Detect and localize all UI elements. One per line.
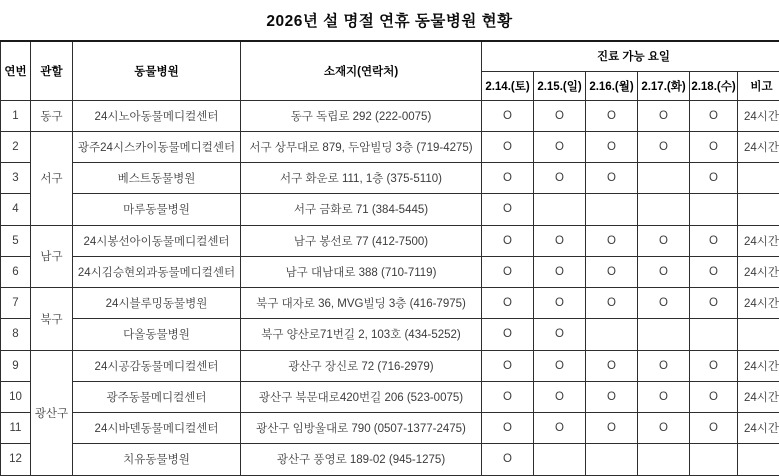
note-cell: 24시간 bbox=[738, 413, 779, 444]
availability-mark-day1: O bbox=[482, 350, 534, 381]
availability-mark-day2: O bbox=[534, 288, 586, 319]
hospital-address: 광산구 임방울대로 790 (0507-1377-2475) bbox=[241, 413, 482, 444]
table-row bbox=[1, 163, 779, 194]
district-cell: 광산구 bbox=[31, 350, 73, 475]
availability-mark-day4 bbox=[638, 163, 690, 194]
hospital-address: 서구 금화로 71 (384-5445) bbox=[241, 194, 482, 225]
availability-mark-day4: O bbox=[638, 288, 690, 319]
availability-mark-day5: O bbox=[690, 288, 738, 319]
availability-mark-day2: O bbox=[534, 131, 586, 162]
availability-mark-day4: O bbox=[638, 350, 690, 381]
table-body bbox=[1, 100, 779, 475]
row-number: 3 bbox=[1, 163, 31, 194]
hospital-name: 광주동물메디컬센터 bbox=[73, 381, 241, 412]
note-cell: 24시간 bbox=[738, 350, 779, 381]
note-cell bbox=[738, 319, 779, 350]
availability-mark-day5 bbox=[690, 319, 738, 350]
hospital-name: 마루동물병원 bbox=[73, 194, 241, 225]
hospital-name: 24시공감동물메디컬센터 bbox=[73, 350, 241, 381]
row-number: 4 bbox=[1, 194, 31, 225]
availability-mark-day1: O bbox=[482, 194, 534, 225]
availability-mark-day1: O bbox=[482, 413, 534, 444]
note-cell: 24시간 bbox=[738, 381, 779, 412]
availability-mark-day2: O bbox=[534, 319, 586, 350]
header-note: 비고 bbox=[738, 71, 779, 100]
row-number: 12 bbox=[1, 444, 31, 475]
availability-mark-day5: O bbox=[690, 225, 738, 256]
district-cell: 남구 bbox=[31, 225, 73, 288]
hospital-name: 다올동물병원 bbox=[73, 319, 241, 350]
row-number: 8 bbox=[1, 319, 31, 350]
table-row bbox=[1, 350, 779, 381]
table-row bbox=[1, 288, 779, 319]
header-day-wed: 2.18.(수) bbox=[690, 71, 738, 100]
hospital-name: 24시블루밍동물병원 bbox=[73, 288, 241, 319]
district-cell: 북구 bbox=[31, 288, 73, 351]
availability-mark-day5: O bbox=[690, 413, 738, 444]
availability-mark-day1: O bbox=[482, 288, 534, 319]
note-cell: 24시간 bbox=[738, 225, 779, 256]
row-number: 7 bbox=[1, 288, 31, 319]
availability-mark-day5 bbox=[690, 194, 738, 225]
table-row bbox=[1, 225, 779, 256]
availability-mark-day5: O bbox=[690, 381, 738, 412]
header-day-sun: 2.15.(일) bbox=[534, 71, 586, 100]
note-cell: 24시간 bbox=[738, 256, 779, 287]
availability-mark-day4: O bbox=[638, 381, 690, 412]
table-row bbox=[1, 256, 779, 287]
table-row bbox=[1, 413, 779, 444]
note-cell bbox=[738, 194, 779, 225]
table-row bbox=[1, 194, 779, 225]
header-district: 관할 bbox=[31, 41, 73, 100]
availability-mark-day3 bbox=[586, 444, 638, 475]
district-cell: 서구 bbox=[31, 131, 73, 225]
hospital-address: 광산구 풍영로 189-02 (945-1275) bbox=[241, 444, 482, 475]
availability-mark-day2: O bbox=[534, 225, 586, 256]
availability-mark-day1: O bbox=[482, 444, 534, 475]
hospital-name: 베스트동물병원 bbox=[73, 163, 241, 194]
hospital-address: 남구 봉선로 77 (412-7500) bbox=[241, 225, 482, 256]
table-row bbox=[1, 100, 779, 131]
availability-mark-day2: O bbox=[534, 256, 586, 287]
table-row bbox=[1, 444, 779, 475]
availability-mark-day5: O bbox=[690, 100, 738, 131]
availability-mark-day2: O bbox=[534, 100, 586, 131]
hospital-name: 치유동물병원 bbox=[73, 444, 241, 475]
row-number: 10 bbox=[1, 381, 31, 412]
availability-mark-day2: O bbox=[534, 350, 586, 381]
availability-mark-day1: O bbox=[482, 163, 534, 194]
hospital-address: 광산구 북문대로420번길 206 (523-0075) bbox=[241, 381, 482, 412]
availability-mark-day3: O bbox=[586, 413, 638, 444]
note-cell: 24시간 bbox=[738, 288, 779, 319]
hospital-address: 북구 양산로71번길 2, 103호 (434-5252) bbox=[241, 319, 482, 350]
hospital-address: 남구 대남대로 388 (710-7119) bbox=[241, 256, 482, 287]
availability-mark-day5: O bbox=[690, 163, 738, 194]
note-cell bbox=[738, 444, 779, 475]
hospital-address: 동구 독립로 292 (222-0075) bbox=[241, 100, 482, 131]
availability-mark-day5: O bbox=[690, 350, 738, 381]
availability-mark-day4: O bbox=[638, 100, 690, 131]
note-cell: 24시간 bbox=[738, 100, 779, 131]
availability-mark-day3: O bbox=[586, 381, 638, 412]
availability-mark-day3: O bbox=[586, 350, 638, 381]
hospital-name: 24시김승현외과동물메디컬센터 bbox=[73, 256, 241, 287]
table-row bbox=[1, 381, 779, 412]
availability-mark-day2 bbox=[534, 194, 586, 225]
availability-mark-day3: O bbox=[586, 163, 638, 194]
availability-mark-day4: O bbox=[638, 131, 690, 162]
table-row bbox=[1, 131, 779, 162]
header-day-mon: 2.16.(월) bbox=[586, 71, 638, 100]
availability-mark-day1: O bbox=[482, 100, 534, 131]
availability-mark-day5: O bbox=[690, 256, 738, 287]
hospital-address: 서구 상무대로 879, 두암빌딩 3층 (719-4275) bbox=[241, 131, 482, 162]
availability-mark-day1: O bbox=[482, 131, 534, 162]
hospital-name: 24시바덴동물메디컬센터 bbox=[73, 413, 241, 444]
row-number: 11 bbox=[1, 413, 31, 444]
hospital-table bbox=[0, 40, 779, 476]
header-day-sat: 2.14.(토) bbox=[482, 71, 534, 100]
district-cell: 동구 bbox=[31, 100, 73, 131]
hospital-address: 서구 화운로 111, 1층 (375-5110) bbox=[241, 163, 482, 194]
availability-mark-day1: O bbox=[482, 319, 534, 350]
availability-mark-day3: O bbox=[586, 131, 638, 162]
header-hospital: 동물병원 bbox=[73, 41, 241, 100]
availability-mark-day2: O bbox=[534, 413, 586, 444]
availability-mark-day4 bbox=[638, 444, 690, 475]
hospital-address: 북구 대자로 36, MVG빌딩 3층 (416-7975) bbox=[241, 288, 482, 319]
page-title: 2026년 설 명절 연휴 동물병원 현황 bbox=[266, 13, 513, 30]
hospital-address: 광산구 장신로 72 (716-2979) bbox=[241, 350, 482, 381]
hospital-name: 24시노아동물메디컬센터 bbox=[73, 100, 241, 131]
availability-mark-day3: O bbox=[586, 256, 638, 287]
note-cell bbox=[738, 163, 779, 194]
row-number: 6 bbox=[1, 256, 31, 287]
row-number: 2 bbox=[1, 131, 31, 162]
availability-mark-day5: O bbox=[690, 131, 738, 162]
row-number: 1 bbox=[1, 100, 31, 131]
availability-mark-day2: O bbox=[534, 381, 586, 412]
row-number: 9 bbox=[1, 350, 31, 381]
availability-mark-day4: O bbox=[638, 225, 690, 256]
hospital-name: 24시봉선아이동물메디컬센터 bbox=[73, 225, 241, 256]
hospital-name: 광주24시스카이동물메디컬센터 bbox=[73, 131, 241, 162]
availability-mark-day3 bbox=[586, 319, 638, 350]
availability-mark-day2: O bbox=[534, 163, 586, 194]
header-no: 연번 bbox=[1, 41, 31, 100]
availability-mark-day2 bbox=[534, 444, 586, 475]
availability-mark-day1: O bbox=[482, 225, 534, 256]
note-cell: 24시간 bbox=[738, 131, 779, 162]
availability-mark-day3: O bbox=[586, 225, 638, 256]
availability-mark-day4: O bbox=[638, 256, 690, 287]
availability-mark-day4 bbox=[638, 194, 690, 225]
availability-mark-day3: O bbox=[586, 288, 638, 319]
availability-mark-day1: O bbox=[482, 256, 534, 287]
header-address: 소재지(연락처) bbox=[241, 41, 482, 100]
availability-mark-day4 bbox=[638, 319, 690, 350]
header-days-group: 진료 가능 요일 bbox=[482, 41, 779, 71]
availability-mark-day4: O bbox=[638, 413, 690, 444]
table-row bbox=[1, 319, 779, 350]
availability-mark-day1: O bbox=[482, 381, 534, 412]
header-day-tue: 2.17.(화) bbox=[638, 71, 690, 100]
row-number: 5 bbox=[1, 225, 31, 256]
availability-mark-day3: O bbox=[586, 100, 638, 131]
availability-mark-day5 bbox=[690, 444, 738, 475]
availability-mark-day3 bbox=[586, 194, 638, 225]
